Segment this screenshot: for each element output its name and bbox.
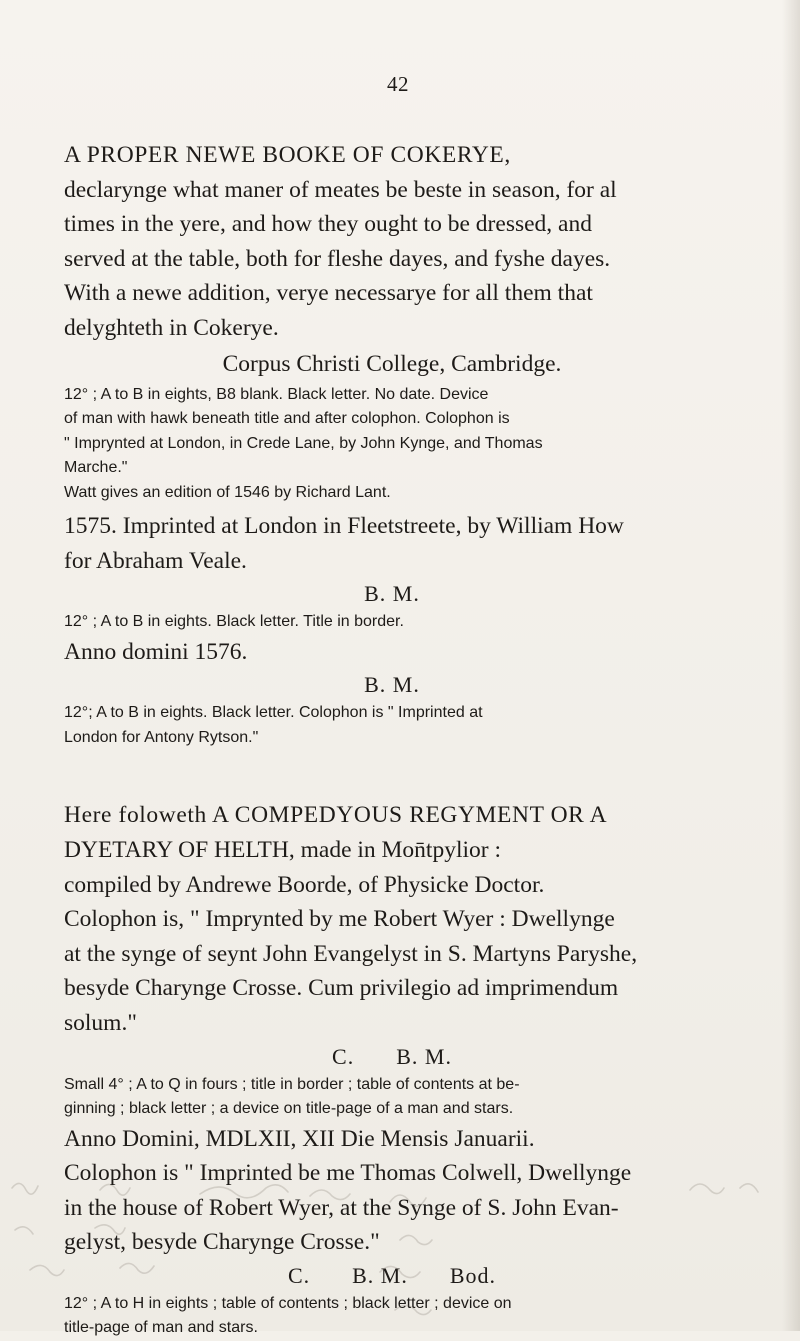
- entry-title-line: declarynge what maner of meates be beste in season, for al: [64, 176, 617, 203]
- library-mark: Bod.: [449, 1262, 497, 1288]
- entry-title-line: delyghteth in Cokerye.: [64, 314, 279, 341]
- entry-title-line: With a newe addition, verye necessarye for all them that: [64, 280, 593, 307]
- section-spacer: [64, 750, 720, 798]
- page-number: 42: [387, 72, 409, 96]
- edition-line: Anno Domini, MDLXII, XII Die Mensis Januarii.: [64, 1125, 535, 1152]
- entry-title-line: compiled by Andrewe Boorde, of Physicke Doctor.: [64, 871, 545, 898]
- entry-title-line: Here foloweth A COMPEDYOUS REGYMENT OR A: [64, 802, 608, 829]
- description-line: title-page of man and stars.: [64, 1319, 258, 1337]
- description-line: ginning ; black letter ; a device on title-page of a man and stars.: [64, 1100, 514, 1117]
- edition-line: for Abraham Veale.: [64, 547, 247, 574]
- entry-title-line: times in the yere, and how they ought to be dressed, and: [64, 211, 592, 238]
- entry-title-line: solum.": [64, 1009, 137, 1036]
- pencil-show-through: [0, 1160, 800, 1331]
- library-mark: C.: [287, 1262, 311, 1288]
- edition-line: 1575. Imprinted at London in Fleetstreete, by William How: [64, 513, 624, 540]
- library-marks: [64, 1041, 720, 1073]
- edition-line: gelyst, besyde Charynge Crosse.": [64, 1229, 380, 1256]
- edition-line: in the house of Robert Wyer, at the Synge of S. John Evan-: [64, 1194, 619, 1221]
- description-line: 12° ; A to B in eights, B8 blank. Black letter. No date. Device: [64, 385, 489, 403]
- library-mark: B. M.: [396, 1043, 452, 1069]
- library-mark: B. M.: [364, 672, 420, 698]
- description-line: 12° ; A to B in eights. Black letter. Title in border.: [64, 613, 404, 631]
- library-mark: B. M.: [352, 1262, 408, 1288]
- description-line: London for Antony Rytson.": [64, 728, 259, 746]
- description-line: 12° ; A to H in eights ; table of contents ; black letter ; device on: [64, 1294, 512, 1312]
- entry-title-line: A PROPER NEWE BOOKE OF COKERYE,: [64, 142, 511, 168]
- description-line: 12°; A to B in eights. Black letter. Colophon is " Imprinted at: [64, 704, 483, 722]
- edition-line: Anno domini 1576.: [64, 638, 248, 665]
- library-mark: B. M.: [364, 581, 420, 607]
- description-line: Small 4° ; A to Q in fours ; title in border ; table of contents at be-: [64, 1075, 520, 1093]
- library-mark: C.: [332, 1043, 355, 1069]
- description-line: Marche.": [64, 459, 128, 477]
- entry-cokerye: [64, 138, 720, 750]
- entry-title-line: besyde Charynge Crosse. Cum privilegio ad imprimendum: [64, 975, 619, 1002]
- edition-line: Colophon is " Imprinted be me Thomas Colwell, Dwellynge: [64, 1160, 632, 1187]
- library-location: Corpus Christi College, Cambridge.: [222, 350, 562, 377]
- entry-title-line: Colophon is, " Imprynted by me Robert Wyer : Dwellynge: [64, 906, 615, 933]
- description-line: Watt gives an edition of 1546 by Richard Lant.: [64, 483, 391, 501]
- entry-title-line: at the synge of seynt John Evangelyst in S. Martyns Paryshe,: [64, 940, 638, 967]
- description-line: of man with hawk beneath title and after colophon. Colophon is: [64, 410, 510, 428]
- entry-title-line: served at the table, both for fleshe dayes, and fyshe dayes.: [64, 245, 611, 272]
- entry-title-line: DYETARY OF HELTH, made in Mon̄tpylior :: [64, 836, 501, 863]
- description-line: " Imprynted at London, in Crede Lane, by John Kynge, and Thomas: [64, 434, 543, 452]
